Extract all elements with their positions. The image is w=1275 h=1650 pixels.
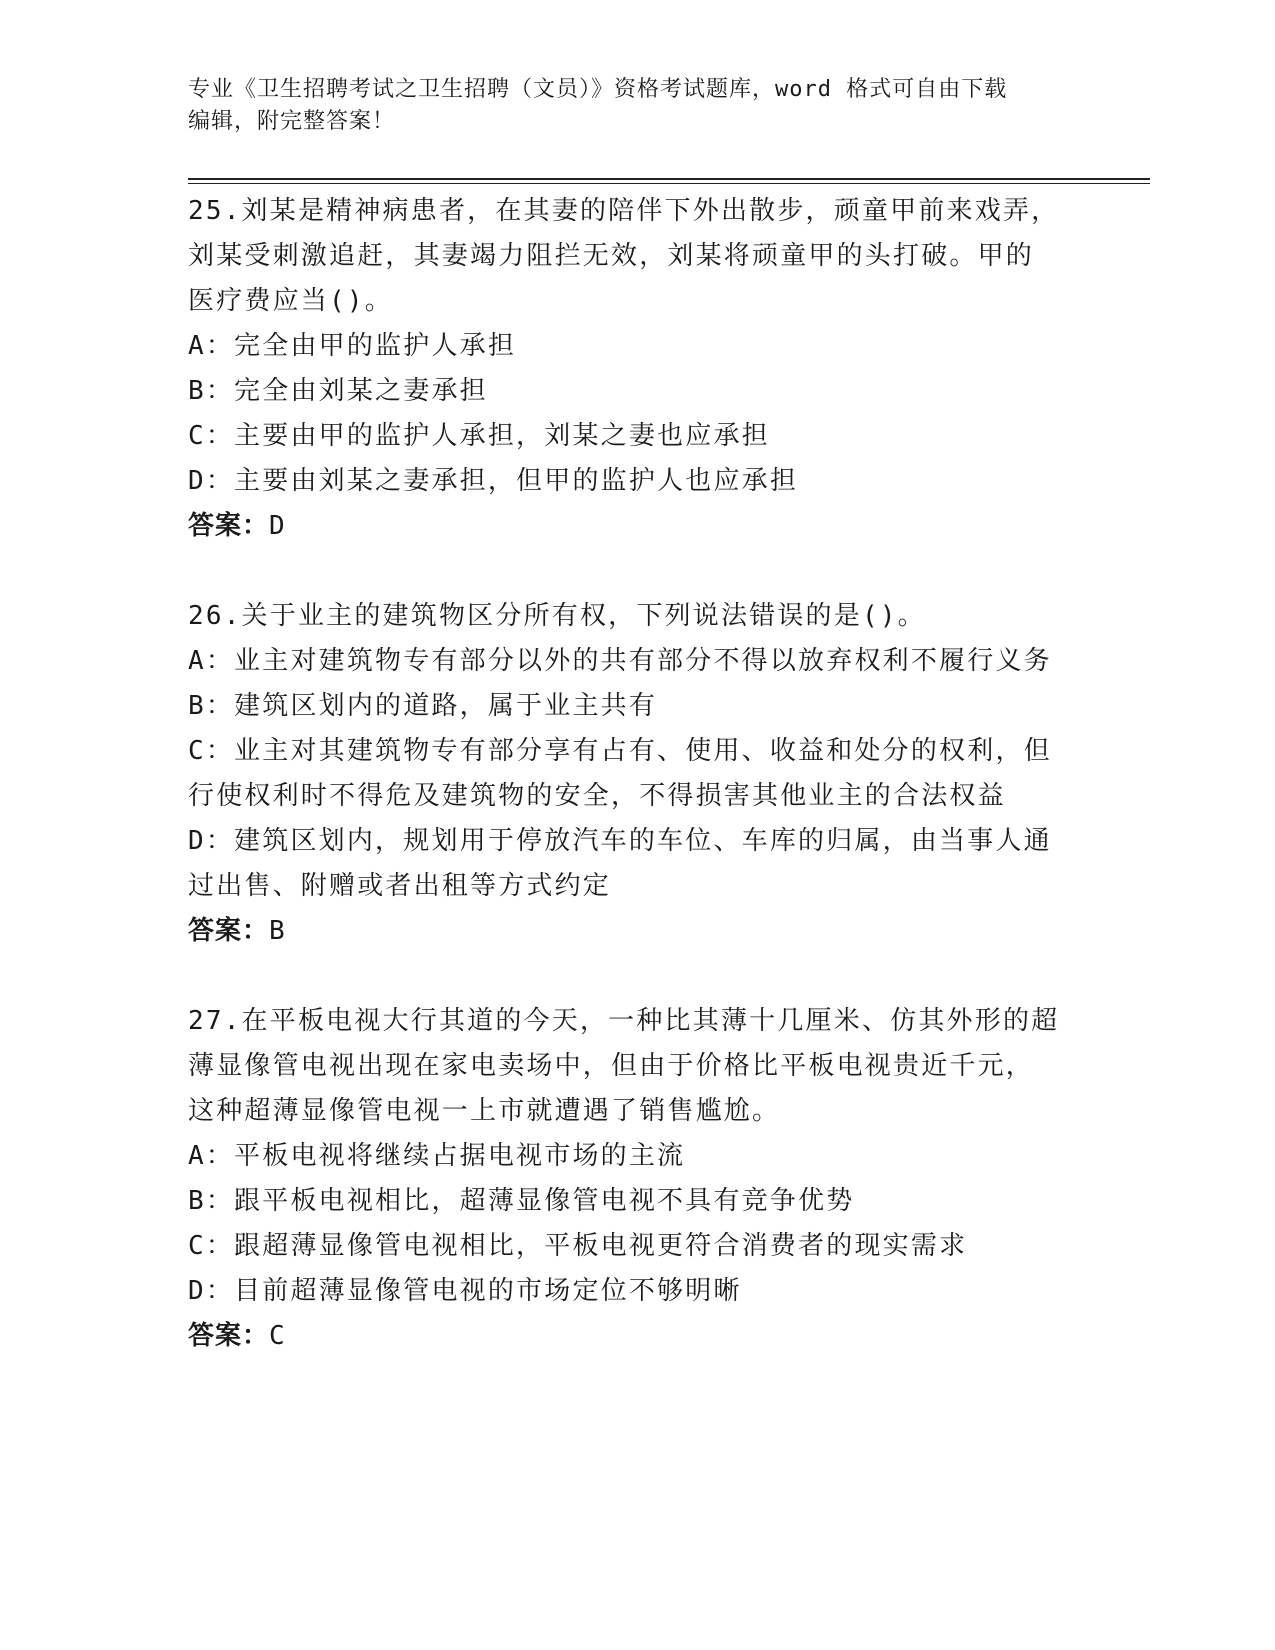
stem-line: 25.刘某是精神病患者，在其妻的陪伴下外出散步，顽童甲前来戏弄， [188, 196, 1060, 226]
question-27 [188, 999, 1088, 1359]
question-list [188, 189, 1088, 1404]
option-a: A：业主对建筑物专有部分以外的共有部分不得以放弃权利不履行义务 [188, 646, 1052, 676]
answer-label: 答案： [188, 511, 270, 541]
option-c: C：跟超薄显像管电视相比，平板电视更符合消费者的现实需求 [188, 1231, 968, 1261]
option-d-continued: 过出售、附赠或者出租等方式约定 [188, 871, 612, 901]
answer-line [188, 1314, 1088, 1359]
answer-value: D [269, 511, 286, 541]
stem-line: 26.关于业主的建筑物区分所有权，下列说法错误的是()。 [188, 601, 926, 631]
option-b: B：完全由刘某之妻承担 [188, 376, 488, 406]
option-d: D：主要由刘某之妻承担，但甲的监护人也应承担 [188, 466, 799, 496]
answer-line [188, 909, 1088, 954]
option-a: A：平板电视将继续占据电视市场的主流 [188, 1141, 686, 1171]
stem-line: 这种超薄显像管电视一上市就遭遇了销售尴尬。 [188, 1096, 781, 1126]
stem-line: 薄显像管电视出现在家电卖场中，但由于价格比平板电视贵近千元， [188, 1051, 1035, 1081]
header-divider-thin [188, 183, 1150, 184]
document-header [188, 74, 1088, 138]
question-stem [188, 594, 1088, 639]
header-line-2: 编辑，附完整答案！ [188, 109, 396, 134]
option-b: B：跟平板电视相比，超薄显像管电视不具有竞争优势 [188, 1186, 855, 1216]
option-b: B：建筑区划内的道路，属于业主共有 [188, 691, 658, 721]
option-d: D：建筑区划内，规划用于停放汽车的车位、车库的归属，由当事人通 [188, 826, 1052, 856]
stem-line: 27.在平板电视大行其道的今天，一种比其薄十几厘米、仿其外形的超 [188, 1006, 1060, 1036]
question-stem [188, 999, 1088, 1134]
header-divider-thick [188, 178, 1150, 180]
option-d: D：目前超薄显像管电视的市场定位不够明晰 [188, 1276, 742, 1306]
answer-label: 答案： [188, 1321, 270, 1351]
answer-value: C [269, 1321, 286, 1351]
option-a: A：完全由甲的监护人承担 [188, 331, 517, 361]
stem-line: 刘某受刺激追赶，其妻竭力阻拦无效，刘某将顽童甲的头打破。甲的 [188, 241, 1035, 271]
answer-value: B [269, 916, 286, 946]
question-stem [188, 189, 1088, 324]
stem-line: 医疗费应当()。 [188, 286, 393, 316]
answer-line [188, 504, 1088, 549]
question-26 [188, 594, 1088, 954]
answer-label: 答案： [188, 916, 270, 946]
question-25 [188, 189, 1088, 549]
header-line-1: 专业《卫生招聘考试之卫生招聘（文员）》资格考试题库，word 格式可自由下载 [188, 77, 1008, 102]
option-c: C：主要由甲的监护人承担，刘某之妻也应承担 [188, 421, 770, 451]
option-c: C：业主对其建筑物专有部分享有占有、使用、收益和处分的权利，但 [188, 736, 1052, 766]
option-c-continued: 行使权利时不得危及建筑物的安全，不得损害其他业主的合法权益 [188, 781, 1006, 811]
